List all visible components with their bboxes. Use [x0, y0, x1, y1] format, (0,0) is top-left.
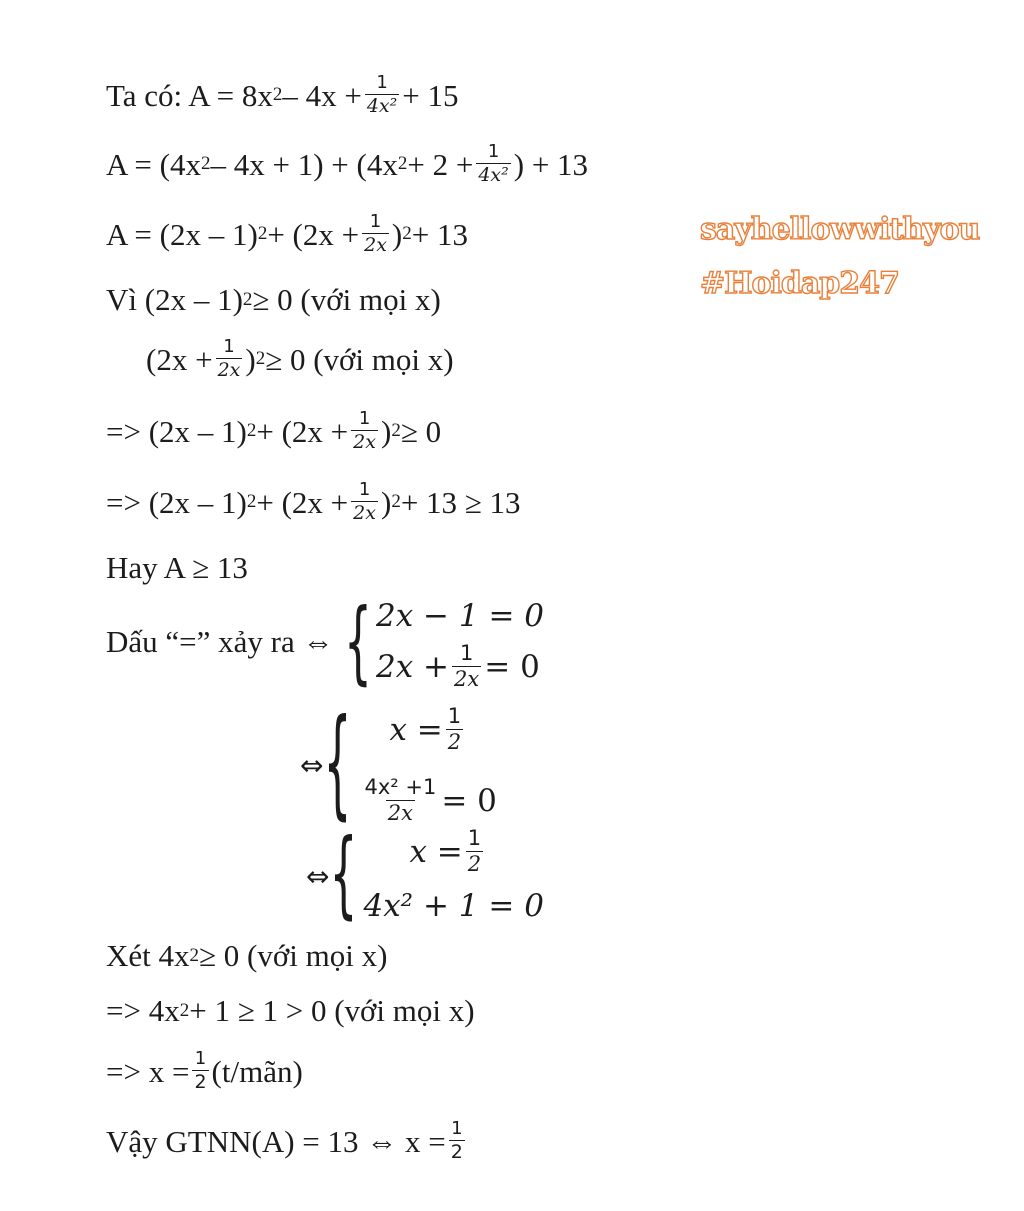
system-1-row-2: 2x + $\frac{1}{2x}$ = 0	[376, 641, 540, 691]
line-16: Vậy GTNN(A) = 13 ⇔ x = $\frac{1}{2}$	[106, 1118, 463, 1163]
watermark-tag: #Hoidap247	[700, 266, 899, 301]
system-1	[344, 590, 545, 696]
fraction: $\frac{1}{2}$	[194, 1048, 207, 1093]
line-1: Ta có: A = 8x 2 – 4x + $\frac{1}{\text{4x²}}$ + 15	[106, 72, 459, 117]
fraction: $\frac{1}{2x}$	[454, 641, 480, 691]
left-brace: {	[323, 694, 352, 833]
line-8: Hay A ≥ 13	[106, 550, 248, 585]
watermark-author: sayhellowwithyou	[700, 212, 980, 247]
line-14: => 4x 2 + 1 ≥ 1 > 0 (với mọi x)	[106, 993, 475, 1028]
system-3: ⇔ { x = $\frac{1}{2}$ 4x² + 1 = 0	[306, 820, 544, 930]
line-6: => (2x – 1) 2 + (2x + $\frac{1}{2x}$ ) 2 ≥ 0	[106, 408, 442, 453]
line-3: A = (2x – 1) 2 + (2x + $\frac{1}{2x}$ ) 2 + 13	[106, 211, 468, 256]
system-1-row-1: 2x − 1 = 0	[376, 598, 545, 634]
line-7: => (2x – 1) 2 + (2x + $\frac{1}{2x}$ ) 2 + 13 ≥ 13	[106, 479, 521, 524]
system-2-row-2: $\frac{\text{4x² +1}}{2x}$ = 0	[364, 775, 497, 825]
line-4: Vì (2x – 1) 2 ≥ 0 (với mọi x)	[106, 282, 441, 317]
fraction: $\frac{1}{2}$	[450, 1118, 463, 1163]
left-brace: {	[344, 590, 372, 696]
line-13: Xét 4x 2 ≥ 0 (với mọi x)	[106, 938, 388, 973]
line-15: => x = $\frac{1}{2}$ (t/mãn)	[106, 1048, 303, 1093]
fraction: $\frac{\text{4x² +1}}{2x}$	[364, 775, 437, 825]
system-2-row-1: x = $\frac{1}{2}$	[389, 704, 462, 754]
system-2: ⇔ { x = $\frac{1}{2}$ $\frac{\text{4x² +1}}{2x}$ = 0	[300, 694, 497, 833]
fraction: $\frac{1}{2x}$	[353, 479, 376, 524]
fraction: $\frac{1}{2}$	[467, 826, 482, 876]
system-1-label: Dấu “=” xảy ra ⇔	[106, 624, 334, 659]
line-5: (2x + $\frac{1}{2x}$ ) 2 ≥ 0 (với mọi x)	[146, 336, 454, 381]
fraction: $\frac{1}{2x}$	[217, 336, 241, 381]
fraction: $\frac{1}{2x}$	[353, 408, 376, 453]
left-brace: {	[329, 820, 358, 930]
fraction: $\frac{1}{2x}$	[364, 211, 387, 256]
system-3-row-2: 4x² + 1 = 0	[363, 888, 544, 924]
line-2: A = (4x 2 – 4x + 1) + (4x 2 + 2 + $\frac{1}{\text{4x²}}$ ) + 13	[106, 141, 589, 186]
fraction: $\frac{1}{2}$	[447, 704, 462, 754]
fraction: $\frac{1}{\text{4x²}}$	[478, 141, 509, 186]
fraction: $\frac{1}{\text{4x²}}$	[366, 72, 398, 117]
system-3-row-1: x = $\frac{1}{2}$	[409, 826, 482, 876]
